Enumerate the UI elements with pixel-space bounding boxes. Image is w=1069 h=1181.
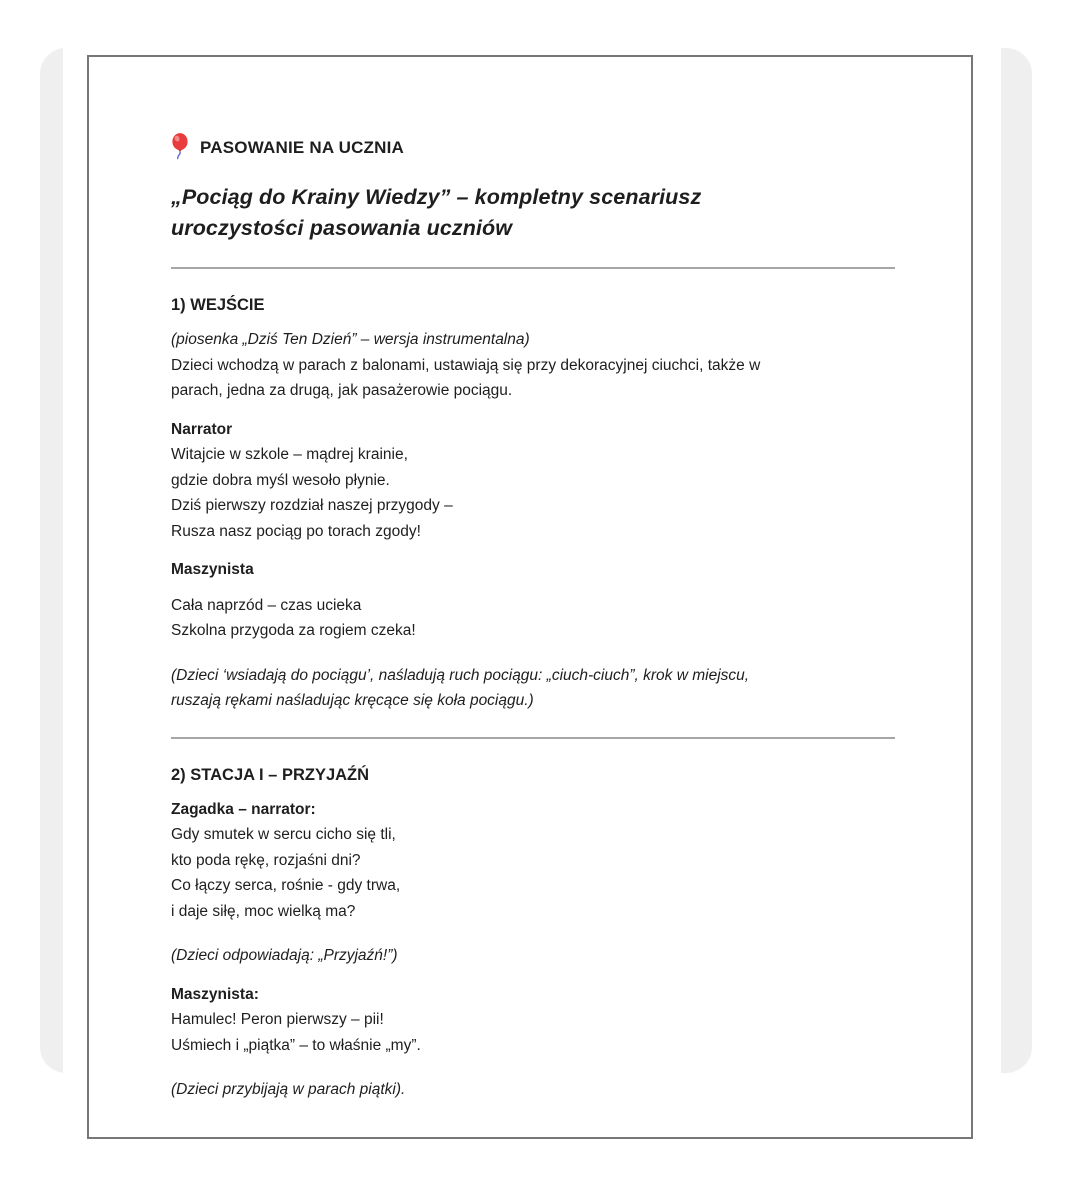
text-line: Dzieci wchodzą w parach z balonami, ustawiają się przy dekoracyjnej ciuchci, także w	[171, 356, 761, 374]
verse-line: Dziś pierwszy rozdział naszej przygody –	[171, 497, 453, 514]
role-label: Narrator	[171, 420, 233, 438]
conductor-verse	[171, 593, 895, 644]
title-line: uroczystości pasowania uczniów	[171, 216, 513, 240]
red-balloon-icon	[171, 133, 189, 160]
stage-direction-line: (Dzieci odpowiadają: „Przyjaźń!”)	[171, 947, 398, 964]
role-label: Maszynista:	[171, 985, 259, 1003]
document-title	[171, 182, 895, 244]
document-kicker	[171, 135, 895, 160]
section-heading: 1) WEJŚCIE	[171, 296, 265, 314]
title-line: „Pociąg do Krainy Wiedzy” – kompletny scenariusz	[171, 185, 702, 209]
verse-line: gdzie dobra myśl wesoło płynie.	[171, 471, 390, 489]
text-line: parach, jedna za drugą, jak pasażerowie pociągu.	[171, 382, 513, 399]
opening-paragraph	[171, 327, 895, 404]
narrator-verse	[171, 417, 895, 545]
verse-line: Rusza nasz pociąg po torach zgody!	[171, 522, 421, 540]
verse-line: Co łączy serca, rośnie - gdy trwa,	[171, 877, 401, 894]
section-heading: 2) STACJA I – PRZYJAŹŃ	[171, 765, 370, 784]
stage-direction-paragraph	[171, 943, 895, 969]
conductor-verse	[171, 982, 895, 1059]
role-label-paragraph	[171, 557, 895, 583]
verse-line: Cała naprzód – czas ucieka	[171, 596, 362, 614]
document-page	[63, 48, 1001, 1098]
stage-direction-line: (Dzieci ‘wsiadają do pociągu’, naśladują ruch pociągu: „ciuch-ciuch”, krok w miejscu,	[171, 666, 750, 684]
verse-line: Hamulec! Peron pierwszy – pii!	[171, 1011, 384, 1028]
stage-direction-line: (piosenka „Dziś Ten Dzień” – wersja instrumentalna)	[171, 331, 530, 348]
stage-direction-paragraph	[171, 663, 895, 714]
kicker-text: PASOWANIE NA UCZNIA	[200, 138, 405, 157]
verse-line: i daje siłę, moc wielką ma?	[171, 902, 356, 920]
stage-direction-line: ruszają rękami naśladując kręcące się koła pociągu.)	[171, 692, 534, 709]
stage-direction-paragraph	[171, 1077, 895, 1103]
document-preview-card	[40, 48, 1032, 1098]
role-label: Maszynista	[171, 561, 254, 578]
section-divider	[171, 267, 895, 269]
section-divider	[171, 737, 895, 739]
stage-direction-line: (Dzieci przybijają w parach piątki).	[171, 1081, 406, 1098]
document-frame	[87, 55, 973, 1139]
riddle-verse	[171, 797, 895, 925]
verse-line: Uśmiech i „piątka” – to właśnie „my”.	[171, 1036, 421, 1054]
document-content	[89, 57, 971, 1156]
verse-line: kto poda rękę, rozjaśni dni?	[171, 851, 361, 869]
role-label: Zagadka – narrator:	[171, 800, 316, 818]
verse-line: Witajcie w szkole – mądrej krainie,	[171, 446, 408, 463]
verse-line: Gdy smutek w sercu cicho się tli,	[171, 826, 396, 843]
verse-line: Szkolna przygoda za rogiem czeka!	[171, 622, 416, 639]
